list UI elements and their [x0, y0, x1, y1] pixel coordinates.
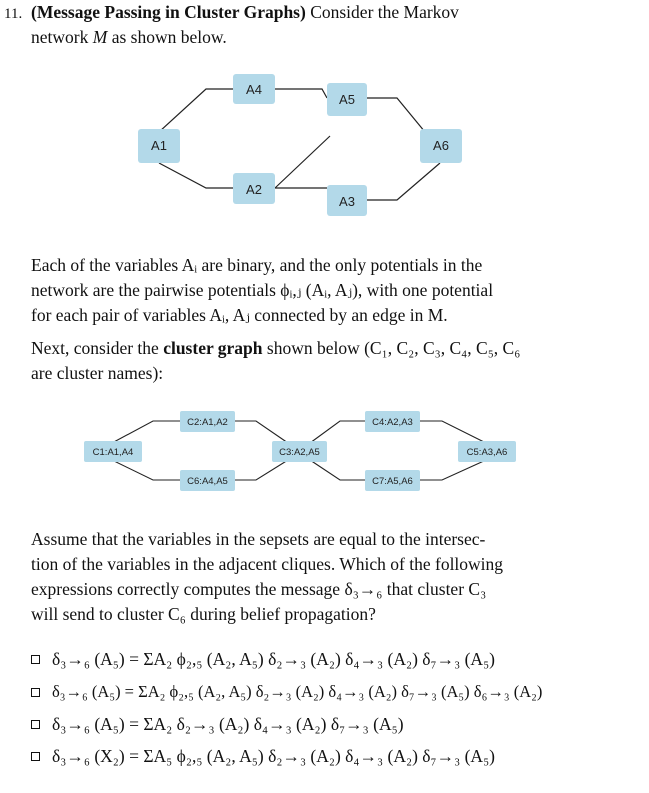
svg-text:A3: A3 [339, 194, 355, 209]
edge-c1-c6 [112, 460, 180, 480]
node-a1 [138, 129, 180, 163]
svg-text:C6:A4,A5: C6:A4,A5 [187, 476, 228, 487]
cluster-c4 [365, 411, 420, 432]
svg-text:C3:A2,A5: C3:A2,A5 [279, 447, 320, 458]
para2-line2: network are the pairwise potentials ϕᵢ,ⱼ (Aᵢ, Aⱼ), with one potential [31, 280, 494, 300]
option-4[interactable] [31, 743, 495, 769]
para4-line1: Assume that the variables in the sepsets are equal to the intersec- [31, 529, 486, 549]
svg-text:C1:A1,A4: C1:A1,A4 [92, 447, 134, 458]
intro-line2-var: M [92, 27, 108, 47]
node-a2 [233, 173, 275, 204]
para3-bold: cluster graph [163, 338, 263, 358]
edge-c1-c2 [112, 421, 180, 443]
node-a3 [327, 185, 367, 216]
node-a6 [420, 129, 462, 163]
svg-text:C2:A1,A2: C2:A1,A2 [187, 417, 228, 428]
para3-post: shown below (C₁, C₂, C₃, C₄, C₅, C₆ [266, 338, 521, 358]
paragraph-variables [31, 253, 631, 328]
question-intro-rest: Consider the Markov [310, 2, 459, 22]
option-1-checkbox[interactable] [31, 655, 40, 664]
option-2-text: δ₃→₆ (A₅) = ΣA₂ ϕ₂,₅ (A₂, A₅) δ₂→₃ (A₂) δ₄→₃ (A₂) δ₇→₃ (A₅) δ₆→₃ (A₂) [52, 682, 543, 701]
option-2-checkbox[interactable] [31, 688, 40, 697]
paragraph-cluster-graph [31, 336, 631, 386]
option-1-text: δ₃→₆ (A₅) = ΣA₂ ϕ₂,₅ (A₂, A₅) δ₂→₃ (A₂) δ₄→₃ (A₂) δ₇→₃ (A₅) [52, 648, 495, 669]
option-4-text: δ₃→₆ (X₂) = ΣA₅ ϕ₂,₅ (A₂, A₅) δ₂→₃ (A₂) δ₄→₃ (A₂) δ₇→₃ (A₅) [52, 745, 495, 766]
edge-c4-c5 [420, 421, 486, 443]
para2-line1: Each of the variables Aᵢ are binary, and the only potentials in the [31, 255, 483, 275]
svg-text:A2: A2 [246, 182, 262, 197]
markov-network-diagram [0, 60, 649, 230]
edge-c7-c5 [420, 460, 486, 480]
intro-line2-post: as shown below. [111, 27, 227, 47]
question-title: (Message Passing in Cluster Graphs) [31, 2, 306, 22]
cluster-c1 [84, 441, 142, 462]
edge-c2-c3 [235, 421, 288, 443]
edge-a1-a4 [159, 89, 233, 132]
para2-line3: for each pair of variables Aᵢ, Aⱼ connected by an edge in M. [31, 305, 448, 325]
para4-line3: expressions correctly computes the message δ₃→₆ that cluster C₃ [31, 579, 487, 599]
edge-c6-c3 [235, 460, 288, 480]
edge-a4-a5 [275, 89, 327, 98]
option-1[interactable] [31, 646, 495, 672]
cluster-c7 [365, 470, 420, 491]
option-3-text: δ₃→₆ (A₅) = ΣA₂ δ₂→₃ (A₂) δ₄→₃ (A₂) δ₇→₃ (A₅) [52, 713, 404, 734]
edge-a2-a5 [275, 136, 330, 188]
paragraph-question [31, 527, 631, 627]
node-a4 [233, 74, 275, 104]
svg-text:C4:A2,A3: C4:A2,A3 [372, 417, 413, 428]
para4-line4: will send to cluster C₆ during belief propagation? [31, 604, 376, 624]
edge-c3-c4 [310, 421, 365, 443]
svg-text:A5: A5 [339, 92, 355, 107]
edge-a3-a6 [367, 163, 440, 200]
intro-line2-pre: network [31, 27, 89, 47]
para3-pre: Next, consider the [31, 338, 159, 358]
svg-text:C7:A5,A6: C7:A5,A6 [372, 476, 413, 487]
svg-text:A6: A6 [433, 138, 449, 153]
question-intro [31, 0, 631, 50]
edge-a1-a2 [159, 163, 233, 188]
svg-text:A4: A4 [246, 82, 262, 97]
cluster-graph-diagram [0, 400, 649, 510]
cluster-c6 [180, 470, 235, 491]
edge-c3-c7 [310, 460, 365, 480]
option-2[interactable] [31, 679, 542, 705]
svg-text:C5:A3,A6: C5:A3,A6 [466, 447, 508, 458]
svg-text:A1: A1 [151, 138, 167, 153]
option-3[interactable] [31, 711, 404, 737]
para4-line2: tion of the variables in the adjacent cliques. Which of the following [31, 554, 504, 574]
question-number: 11. [4, 6, 23, 22]
option-3-checkbox[interactable] [31, 720, 40, 729]
edge-a5-a6 [367, 98, 425, 132]
cluster-c2 [180, 411, 235, 432]
node-a5 [327, 83, 367, 116]
option-4-checkbox[interactable] [31, 752, 40, 761]
cluster-c3 [272, 441, 327, 462]
cluster-c5 [458, 441, 516, 462]
para3-line2: are cluster names): [31, 363, 164, 383]
